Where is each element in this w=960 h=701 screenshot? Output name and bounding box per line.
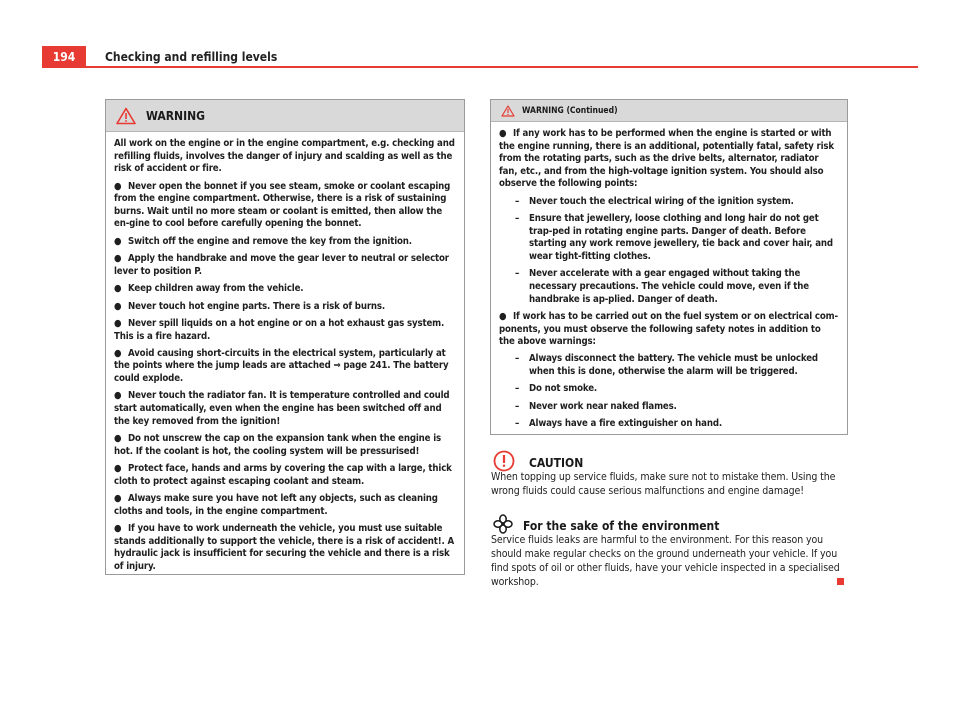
list-item: ● Never open the bonnet if you see steam, smoke or coolant escaping from the engine compartment. Otherwise, there is a risk of sustaining burns. Wait until no more steam or coolant is emitted, then allow the en-gine to cool before carefully opening the bonnet. [114,180,451,230]
warning-body [106,132,464,584]
list-item: ● Apply the handbrake and move the gear lever to neutral or selector lever to position P. [114,253,449,277]
page-number: 194 [42,46,86,68]
list-item: ● Never spill liquids on a hot engine or on a hot exhaust gas system. This is a fire hazard. [114,317,445,342]
environment-heading [493,514,719,534]
sub-list-item: – Do not smoke. [515,383,598,395]
sub-list-item: – Never accelerate with a gear engaged without taking the necessary precautions. The vehicle could move, even if the handbrake is ap-plied. Danger of death. [515,268,809,305]
environment-title: For the sake of the environment [523,518,720,533]
caution-text: When topping up service fluids, make sure not to mistake them. Using the wrong fluids could cause serious malfunctions and engine damage! [491,471,836,497]
warning-continued-body [491,122,847,442]
warning-header [106,100,464,132]
warning-intro: All work on the engine or in the engine compartment, e.g. checking and refilling fluids, involves the danger of injury and scalding as well as the risk of accident or fire. [114,138,455,175]
warning-title: WARNING [146,108,205,123]
sub-list-item: – Never touch the electrical wiring of the ignition system. [515,195,794,207]
list-item: ● Never touch the radiator fan. It is temperature controlled and could start automatically, even when the engine has been switched off and the key removed from the ignition! [114,390,450,427]
sub-list-item: – Always disconnect the battery. The vehicle must be unlocked when this is done, otherwise the alarm will be triggered. [515,353,818,378]
list-item: ● Protect face, hands and arms by covering the cap with a large, thick cloth to protect against escaping coolant and steam. [114,463,452,487]
list-item: ● Do not unscrew the cap on the expansion tank when the engine is hot. If the coolant is hot, the cooling system will be pressurised! [114,433,442,457]
header-divider [86,66,918,68]
warning-triangle-icon [116,107,136,125]
end-of-section-marker [837,578,844,585]
warning-continued-header [491,100,847,122]
list-item: ● Keep children away from the vehicle. [114,283,304,295]
page-title: Checking and refilling levels [105,50,278,64]
warning-continued-box [490,99,848,435]
list-item: ● If you have to work underneath the vehicle, you must use suitable stands additionally to support the vehicle, there is a risk of accident!. A hydraulic jack is insufficient for securing the vehicle and there is a risk of injury. [114,523,455,572]
sub-list-item: – Always have a fire extinguisher on hand. [515,418,722,430]
caution-icon [493,450,515,472]
caution-heading [493,450,583,472]
list-item: ● If any work has to be performed when the engine is started or with the engine running, there is an additional, potentially fatal, safety risk from the rotating parts, such as the drive belts, alternator, radiator fan, etc., and from the high-voltage ignition system. You should also observe the following points: [499,128,834,190]
warning-triangle-icon [501,105,515,117]
warning-continued-title: WARNING (Continued) [522,105,618,116]
sub-list-item: – Ensure that jewellery, loose clothing and long hair do not get trap-ped in rotating engine parts. Danger of death. Before starting any work remove jewellery, tie back and cover hair, and wear tight-fitting clothes. [515,213,833,262]
environment-flower-icon [493,514,513,534]
environment-text: Service fluids leaks are harmful to the environment. For this reason you should make regular checks on the ground underneath your vehicle. If you find spots of oil or other fluids, have your vehicle inspected in a specialised workshop. [491,534,840,588]
list-item: ● Never touch hot engine parts. There is a risk of burns. [114,300,386,312]
sub-list-item: – Never work near naked flames. [515,400,677,412]
list-item: ● If work has to be carried out on the fuel system or on electrical com-ponents, you must observe the following safety notes in addition to the above warnings: [499,310,838,348]
caution-title: CAUTION [529,456,584,470]
list-item: ● Avoid causing short-circuits in the electrical system, particularly at the points where the jump leads are attached ⇒ page 241. The battery could explode. [114,347,449,385]
list-item: ● Switch off the engine and remove the key from the ignition. [114,235,412,247]
list-item: ● Always make sure you have not left any objects, such as cleaning cloths and tools, in the engine compartment. [114,493,438,517]
warning-box [105,99,465,575]
